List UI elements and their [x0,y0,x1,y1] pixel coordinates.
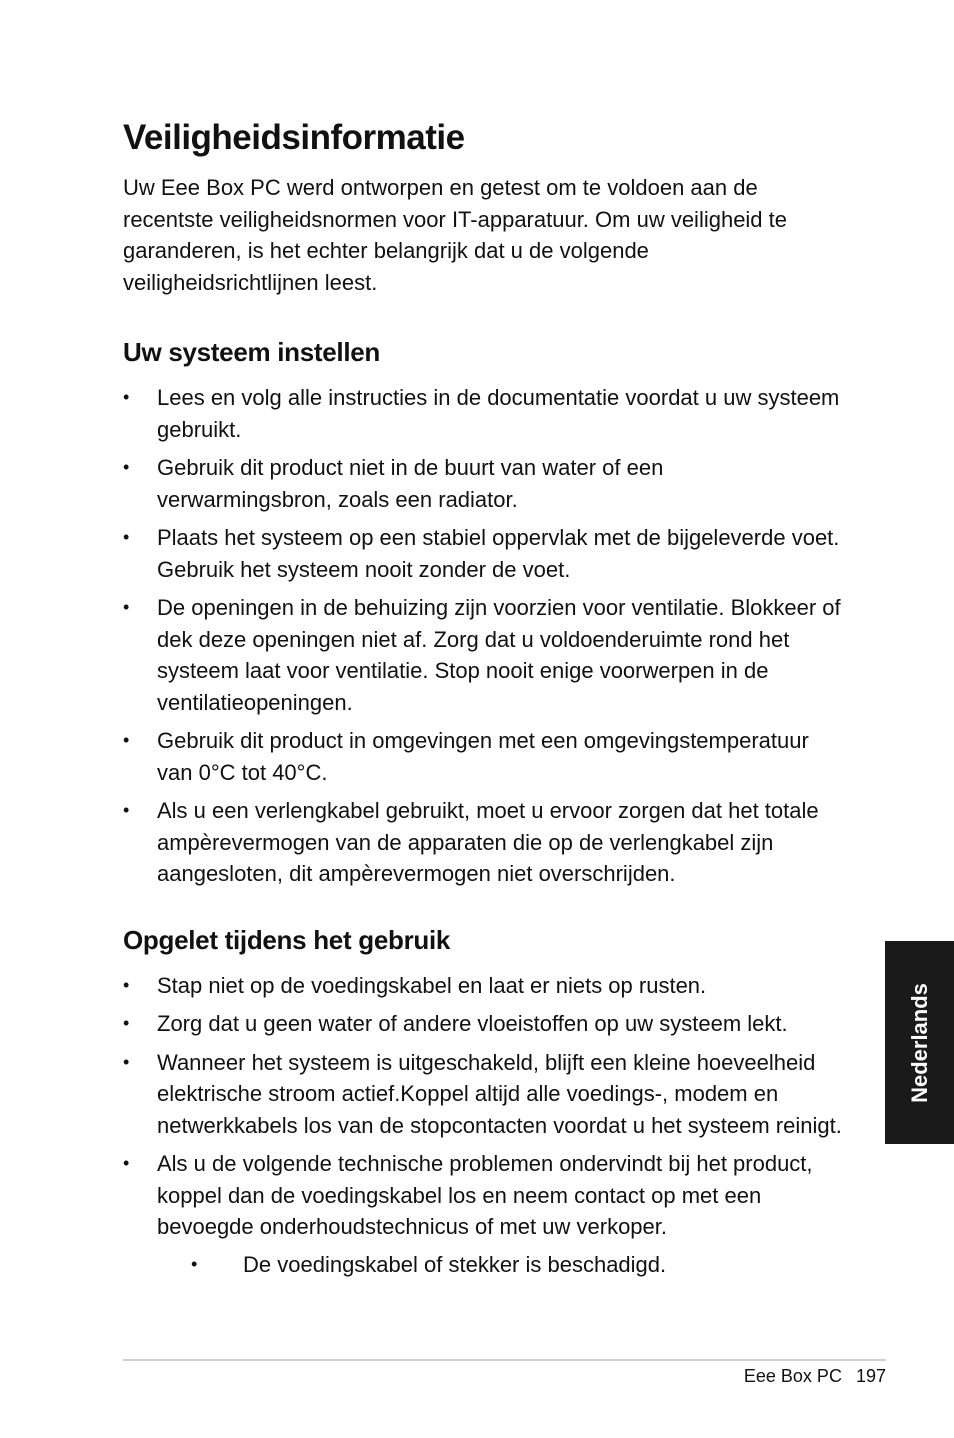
intro-paragraph: Uw Eee Box PC werd ontworpen en getest om te voldoen aan de recentste veiligheidsnormen voor IT-apparatuur. Om uw veiligheid te garanderen, is het echter belangrijk dat u de volgende veiligheidsrichtlijnen leest. [123,175,788,295]
sub-list-item [157,1249,843,1281]
sub-list-item-text: De voedingskabel of stekker is beschadigd. [243,1251,667,1277]
list-item [123,725,843,788]
bullet-icon: • [123,730,130,750]
sub-list [157,1249,843,1281]
footer-divider [123,1359,886,1361]
list-item [123,522,843,585]
list-item-text: Plaats het systeem op een stabiel oppervlak met de bijgeleverde voet. Gebruik het systeem nooit zonder de voet. [157,525,840,582]
list-item [123,1148,843,1280]
page-footer [744,1366,886,1387]
list-item [123,1008,843,1040]
list-item [123,382,843,445]
bullet-icon: • [123,597,130,617]
bullet-icon: • [123,527,130,547]
bullet-icon: • [123,1013,130,1033]
language-tab [885,941,954,1144]
list-item [123,795,843,890]
list-item-text: Als u de volgende technische problemen ondervindt bij het product, koppel dan de voedingskabel los en neem contact op met een bevoegde onderhoudstechnicus of met uw verkoper. [157,1151,813,1239]
list-item-text: Gebruik dit product niet in de buurt van water of een verwarmingsbron, zoals een radiator. [157,455,664,512]
list-item-text: Zorg dat u geen water of andere vloeistoffen op uw systeem lekt. [157,1011,788,1036]
list-item-text: Als u een verlengkabel gebruikt, moet u ervoor zorgen dat het totale ampèrevermogen van de apparaten die op de verlengkabel zijn aangesloten, dit ampèrevermogen niet overschrijden. [157,798,819,886]
list-item [123,1047,843,1142]
footer-product: Eee Box PC [743,1366,842,1386]
section-heading-usage: Opgelet tijdens het gebruik [123,924,451,955]
bullet-icon: • [123,800,130,820]
list-item [123,592,843,718]
list-item-text: Wanneer het systeem is uitgeschakeld, blijft een kleine hoeveelheid elektrische stroom actief.Koppel altijd alle voedings-, modem en netwerkkabels los van de stopcontacten voordat u het systeem reinigt. [157,1049,842,1138]
list-item-text: Gebruik dit product in omgevingen met een omgevingstemperatuur van 0°C tot 40°C. [157,728,809,785]
bullet-icon: • [123,457,130,477]
language-tab-label: Nederlands [906,982,932,1103]
page-title: Veiligheidsinformatie [123,118,465,157]
list-item-text: Stap niet op de voedingskabel en laat er niets op rusten. [157,972,707,998]
list-item [123,452,843,515]
bullet-icon: • [191,1253,198,1274]
bullet-icon: • [123,1153,130,1173]
list-item-text: De openingen in de behuizing zijn voorzien voor ventilatie. Blokkeer of dek deze openingen niet af. Zorg dat u voldoenderuimte rond het systeem laat voor ventilatie. Stop nooit enige voorwerpen in de ventilatieopeningen. [157,595,841,715]
section-heading-setup: Uw systeem instellen [123,337,380,367]
bullet-icon: • [123,387,130,407]
page-number: 197 [855,1366,886,1386]
list-item-text: Lees en volg alle instructies in de documentatie voordat u uw systeem gebruikt. [157,385,840,442]
list-item [123,970,843,1002]
bullet-icon: • [123,1051,130,1072]
setup-list [123,382,843,890]
bullet-icon: • [123,974,130,995]
page-content [123,118,843,1287]
usage-list [123,970,843,1281]
